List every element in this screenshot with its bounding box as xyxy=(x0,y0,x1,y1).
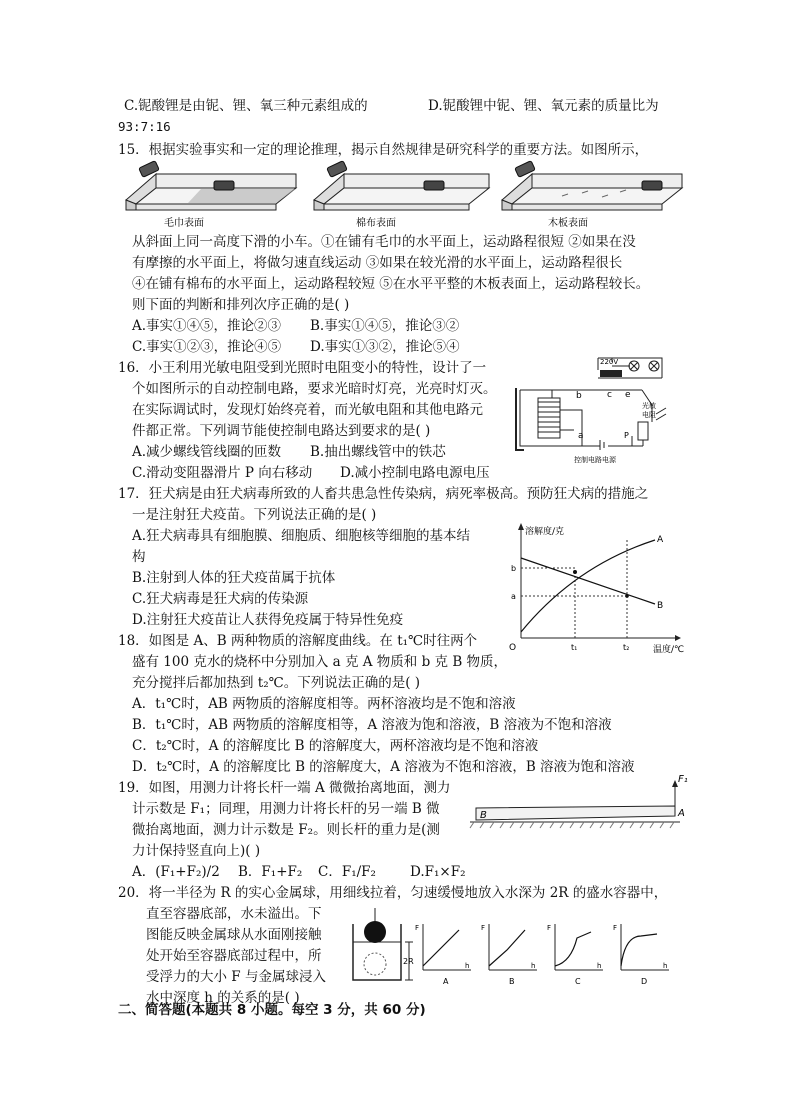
x-tick-t2: t₂ xyxy=(623,643,630,652)
q18-stem-1: 18．如图是 A、B 两种物质的溶解度曲线。在 t₁℃时往两个 xyxy=(118,633,478,649)
graph-curve xyxy=(423,930,459,966)
q20-stem-5: 受浮力的大小 F 与金属球浸入 xyxy=(146,969,326,985)
q16-label-c: c xyxy=(607,390,612,400)
graph-h-label: h xyxy=(597,962,602,970)
graph-option-label: B xyxy=(509,977,515,986)
q17-option-d: D.注射狂犬疫苗让人获得免疫属于特异性免疫 xyxy=(132,612,404,628)
q20-stem-2: 直至容器底部，水未溢出。下 xyxy=(146,906,322,922)
q19-stem-1: 19．如图，用测力计将长杆一端 A 微微抬离地面，测力 xyxy=(118,780,451,796)
q18-option-c: C．t₂℃时，A 的溶解度比 B 的溶解度大，两杯溶液均是不饱和溶液 xyxy=(132,738,539,754)
graph-curve xyxy=(621,934,657,966)
q15-figure xyxy=(126,160,686,232)
q19-option-a: A．(F₁+F₂)/2 xyxy=(132,864,220,880)
q19-stem-3: 微抬离地面，测力计示数是 F₂。则长杆的重力是(测 xyxy=(132,822,440,838)
q20-stem-3: 图能反映金属球从水面刚接触 xyxy=(146,927,322,943)
x-axis-label: 温度/℃ xyxy=(653,645,685,655)
q15-panel-towel xyxy=(126,161,296,229)
graph-f-label: F xyxy=(547,924,552,932)
q15-label-board: 木板表面 xyxy=(548,218,588,229)
q18-stem-3: 充分搅拌后都加热到 t₂℃。下列说法正确的是( ) xyxy=(132,675,421,691)
q16-stem-3: 在实际调试时，发现灯始终亮着，而光敏电阻和其他电路元 xyxy=(132,402,483,418)
graph-curve xyxy=(489,930,525,966)
q20-graph-a xyxy=(415,924,471,986)
q15-label-cotton: 棉布表面 xyxy=(356,218,396,229)
graph-curve xyxy=(555,932,591,966)
q16-option-c: C.滑动变阻器滑片 P 向右移动 xyxy=(132,465,313,481)
q18-option-b: B．t₁℃时，AB 两物质的溶解度相等，A 溶液为饱和溶液，B 溶液为不饱和溶液 xyxy=(132,717,612,733)
q19-label-b: B xyxy=(480,810,487,821)
graph-option-label: A xyxy=(443,977,449,986)
y-tick-b: b xyxy=(511,564,517,573)
q20-stem-1: 20．将一半径为 R 的实心金属球，用细线拉着，匀速缓慢地放入水深为 2R 的盛水容器中， xyxy=(118,885,668,901)
q16-option-a: A.减少螺线管线圈的匝数 xyxy=(132,444,282,460)
q16-stem-4: 件都正常。下列调节能使控制电路达到要求的是( ) xyxy=(132,423,431,439)
graph-option-label: C xyxy=(575,977,581,986)
q16-label-e: e xyxy=(625,390,631,400)
q15-option-d: D.事实①③②，推论⑤④ xyxy=(310,339,460,355)
y-tick-a: a xyxy=(511,592,516,601)
q17-option-b: B.注射到人体的狂犬疫苗属于抗体 xyxy=(132,570,336,586)
q15-panel-board xyxy=(502,161,682,229)
q15-stem-4: ④在铺有棉布的水平面上，运动路程较短 ⑤在水平平整的木板表面上，运动路程较长。 xyxy=(132,276,650,292)
series-b-line xyxy=(521,558,655,604)
q16-stem-1: 16．小王利用光敏电阻受到光照时电阻变小的特性，设计了一 xyxy=(118,360,487,376)
q14-option-c: C.铌酸锂是由铌、锂、氧三种元素组成的 xyxy=(124,98,368,114)
origin-label: O xyxy=(509,643,517,653)
q19-rod-figure xyxy=(470,770,692,834)
q19-label-a: A xyxy=(678,808,685,819)
graph-h-label: h xyxy=(531,962,536,970)
q15-stem-3: 有摩擦的水平面上，将做匀速直线运动 ③如果在较光滑的水平面上，运动路程很长 xyxy=(132,255,623,271)
graph-f-label: F xyxy=(415,924,420,932)
q19-option-b: B．F₁+F₂ xyxy=(238,864,303,880)
q16-label-a: a xyxy=(578,431,584,441)
q16-label-b: b xyxy=(576,391,582,401)
q16-label-caption: 控制电路电源 xyxy=(574,456,616,464)
q14-option-d: D.铌酸锂中铌、锂、氧元素的质量比为 xyxy=(428,98,659,114)
graph-f-label: F xyxy=(613,924,618,932)
q18-option-d: D．t₂℃时，A 的溶解度比 B 的溶解度大，A 溶液为不饱和溶液，B 溶液为饱和溶液 xyxy=(132,759,635,775)
q15-label-towel: 毛巾表面 xyxy=(164,218,204,229)
q17-stem-2: 一是注射狂犬疫苗。下列说法正确的是( ) xyxy=(132,507,377,523)
q16-option-b: B.抽出螺线管中的铁芯 xyxy=(310,444,446,460)
q15-option-c: C.事实①②③，推论④⑤ xyxy=(132,339,282,355)
series-a-curve xyxy=(521,540,655,632)
y-axis-label: 溶解度/克 xyxy=(525,527,565,537)
q16-stem-2: 个如图所示的自动控制电路，要求光暗时灯亮，光亮时灯灭。 xyxy=(132,381,497,397)
q15-stem-2: 从斜面上同一高度下滑的小车。①在铺有毛巾的水平面上，运动路程很短 ②如果在没 xyxy=(132,234,636,250)
q16-label-photo2: 电阻 xyxy=(642,411,656,419)
q16-label-photo1: 光敏 xyxy=(642,402,656,410)
q15-stem-1: 15．根据实验事实和一定的理论推理，揭示自然规律是研究科学的重要方法。如图所示， xyxy=(118,142,649,158)
q16-label-voltage: 220V xyxy=(600,358,619,366)
q15-option-a: A.事实①④⑤，推论②③ xyxy=(132,318,282,334)
series-b-label: B xyxy=(657,601,664,611)
q17-option-a: A.狂犬病毒具有细胞膜、细胞质、细胞核等细胞的基本结 xyxy=(132,528,471,544)
graph-option-label: D xyxy=(641,977,648,986)
intersection-point xyxy=(573,570,577,574)
q20-figure xyxy=(345,908,685,994)
q20-graph-d xyxy=(613,924,669,986)
q17-option-c: C.狂犬病毒是狂犬病的传染源 xyxy=(132,591,309,607)
rod xyxy=(476,806,675,820)
q16-circuit-figure xyxy=(512,350,672,464)
section-2-title: 二、简答题(本题共 8 小题。每空 3 分，共 60 分) xyxy=(118,1002,426,1018)
q19-label-f: F₁ xyxy=(678,774,688,785)
q14-option-d-cont: 93:7:16 xyxy=(118,119,171,134)
q17-option-a-cont: 构 xyxy=(132,549,146,565)
q15-stem-5: 则下面的判断和排列次序正确的是( ) xyxy=(132,297,350,313)
x-tick-t1: t₁ xyxy=(571,643,578,652)
q19-stem-4: 力计保持竖直向上)( ) xyxy=(132,843,261,859)
q20-graph-c xyxy=(547,924,603,986)
q20-container xyxy=(353,908,414,980)
q19-option-d: D.F₁×F₂ xyxy=(410,864,466,880)
q17-stem-1: 17．狂犬病是由狂犬病毒所致的人畜共患急性传染病，病死率极高。预防狂犬病的措施之 xyxy=(118,486,649,502)
q18-solubility-chart xyxy=(505,520,685,660)
q15-panel-cotton xyxy=(314,161,489,229)
series-a-label: A xyxy=(657,535,664,545)
graph-f-label: F xyxy=(481,924,486,932)
q15-option-b: B.事实①④⑤，推论③② xyxy=(310,318,460,334)
q20-depth-label: 2R xyxy=(403,957,414,966)
q19-option-c: C．F₁/F₂ xyxy=(318,864,376,880)
q18-stem-2: 盛有 100 克水的烧杯中分别加入 a 克 A 物质和 b 克 B 物质， xyxy=(132,654,508,670)
b-at-t2-point xyxy=(625,594,629,598)
q19-stem-2: 计示数是 F₁；同理，用测力计将长杆的另一端 B 微 xyxy=(132,801,440,817)
q20-stem-6: 水中深度 h 的关系的是( ) xyxy=(146,990,300,1006)
q18-option-a: A．t₁℃时，AB 两物质的溶解度相等。两杯溶液均是不饱和溶液 xyxy=(132,696,516,712)
q20-stem-4: 处开始至容器底部过程中，所 xyxy=(146,948,322,964)
q16-option-d: D.减小控制电路电源电压 xyxy=(340,465,490,481)
graph-h-label: h xyxy=(465,962,470,970)
q16-label-p: P xyxy=(624,431,629,440)
q20-graph-b xyxy=(481,924,537,986)
graph-h-label: h xyxy=(663,962,668,970)
